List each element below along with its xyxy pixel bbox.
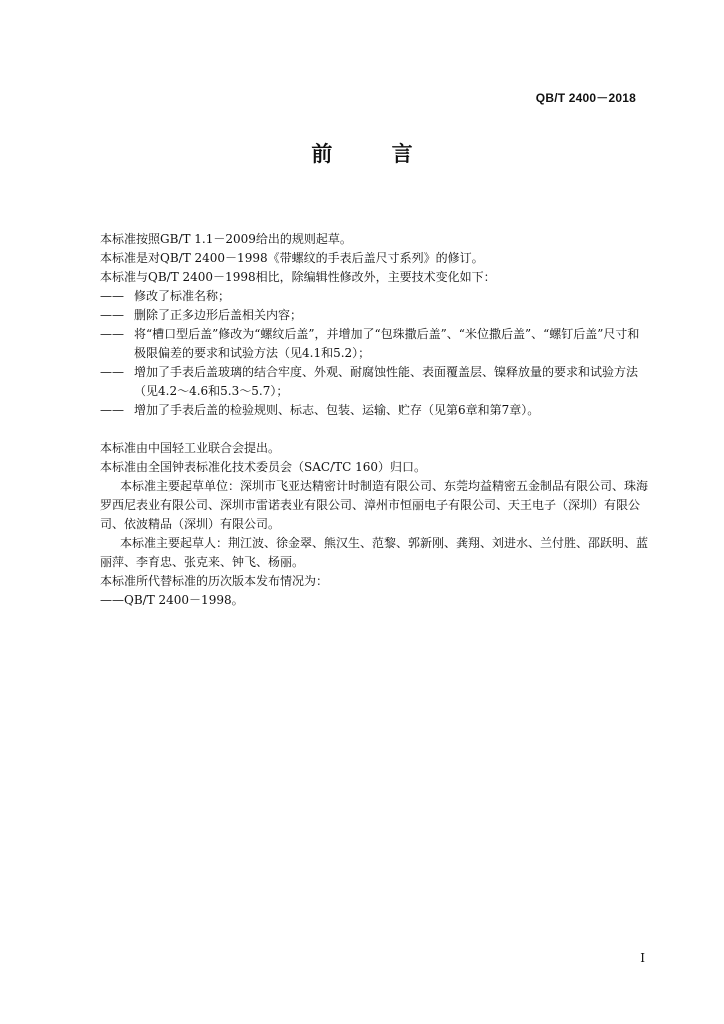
history-intro: 本标准所代替标准的历次版本发布情况为： <box>100 574 329 588</box>
change-text: 删除了正多边形后盖相关内容； <box>134 308 303 322</box>
intro-line-changes: 本标准与QB/T 2400－1998相比，除编辑性修改外，主要技术变化如下： <box>100 270 496 284</box>
drafters-statement: 本标准主要起草人：荆江波、徐金翠、熊汉生、范黎、郭新刚、龚翔、刘进水、兰付胜、邵跃明、蓝丽萍、李育忠、张克来、钟飞、杨丽。 <box>100 536 649 569</box>
change-item <box>100 401 650 420</box>
dash-marker: —— <box>100 365 124 379</box>
proposer-statement: 本标准由中国轻工业联合会提出。 <box>100 441 281 455</box>
page-title: 前 言 <box>311 142 439 166</box>
change-text: 修改了标准名称； <box>134 289 231 303</box>
dash-marker: —— <box>100 289 124 303</box>
drafting-units-statement: 本标准主要起草单位：深圳市飞亚达精密计时制造有限公司、东莞均益精密五金制品有限公司、珠海罗西尼表业有限公司、深圳市雷诺表业有限公司、漳州市恒丽电子有限公司、天王电子（深圳）有限公司、依波精品（深圳）有限公司。 <box>100 479 649 531</box>
dash-marker: —— <box>100 403 124 417</box>
change-item <box>100 287 650 306</box>
history-item: ——QB/T 2400－1998。 <box>100 593 244 607</box>
dash-marker: —— <box>100 327 124 341</box>
intro-line-drafting-rules: 本标准按照GB/T 1.1－2009给出的规则起草。 <box>100 232 352 246</box>
change-item <box>100 306 650 325</box>
change-text: 增加了手表后盖的检验规则、标志、包装、运输、贮存（见第6章和第7章）。 <box>134 403 540 417</box>
page-number: I <box>640 951 645 965</box>
committee-statement: 本标准由全国钟表标准化技术委员会（SAC/TC 160）归口。 <box>100 460 427 474</box>
change-text: 将“槽口型后盖”修改为“螺纹后盖”，并增加了“包珠撒后盖”、“米位撒后盖”、“螺钉后盖”尺寸和极限偏差的要求和试验方法（见4.1和5.2）； <box>134 327 640 360</box>
preface-body <box>100 230 650 610</box>
change-text: 增加了手表后盖玻璃的结合牢度、外观、耐腐蚀性能、表面覆盖层、镍释放量的要求和试验方法（见4.2～4.6和5.3～5.7）； <box>134 365 639 398</box>
change-item <box>100 325 650 363</box>
standard-code-header: QB/T 2400－2018 <box>535 91 636 105</box>
change-item <box>100 363 650 401</box>
dash-marker: —— <box>100 308 124 322</box>
intro-line-revision: 本标准是对QB/T 2400－1998《带螺纹的手表后盖尺寸系列》的修订。 <box>100 251 484 265</box>
